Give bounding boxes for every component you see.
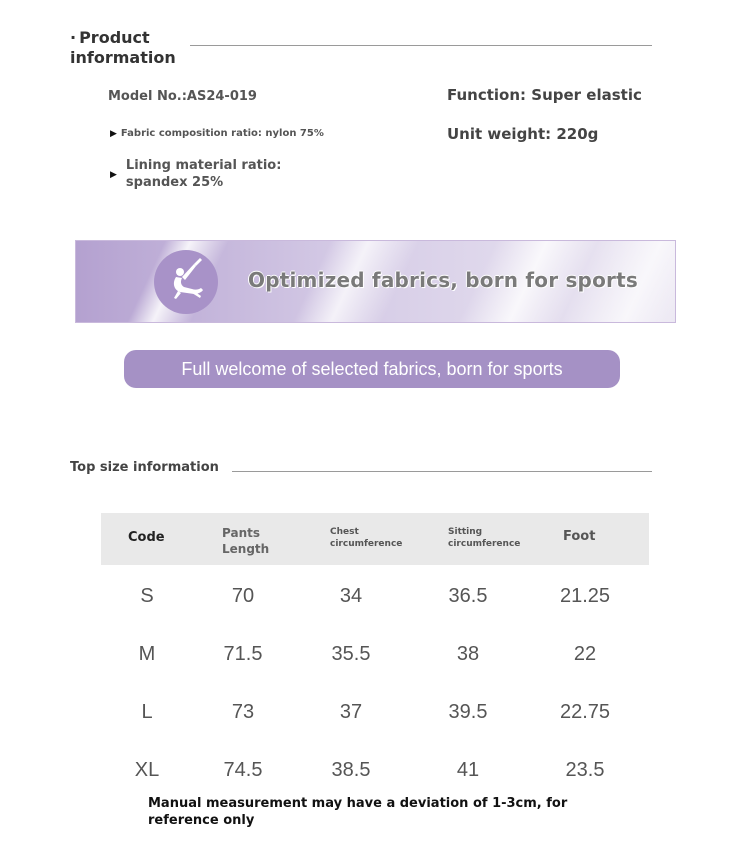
triangle-bullet-icon: ▶ bbox=[110, 129, 117, 139]
table-cell: 38.5 bbox=[331, 759, 371, 781]
header-foot: Foot bbox=[563, 529, 596, 544]
table-cell: M bbox=[138, 643, 156, 665]
table-cell: 41 bbox=[456, 759, 480, 781]
table-cell: 39.5 bbox=[448, 701, 488, 723]
header-code: Code bbox=[128, 530, 165, 545]
yoga-pose-icon bbox=[154, 250, 218, 314]
table-cell: 34 bbox=[339, 585, 363, 607]
table-cell: 38 bbox=[456, 643, 480, 665]
lining-line-1: Lining material ratio: bbox=[125, 158, 282, 173]
table-cell: 73 bbox=[231, 701, 255, 723]
triangle-bullet-icon: ▶ bbox=[110, 170, 117, 180]
weight-spec: Unit weight: 220g bbox=[447, 125, 599, 143]
fabric-composition bbox=[110, 128, 324, 139]
header-chest bbox=[330, 526, 402, 550]
table-cell: 74.5 bbox=[223, 759, 263, 781]
product-info-title bbox=[70, 28, 176, 68]
fabric-composition-text: Fabric composition ratio: nylon 75% bbox=[120, 128, 324, 139]
title-bullet: · bbox=[70, 28, 77, 47]
model-number: Model No.:AS24-019 bbox=[108, 89, 257, 104]
measurement-note: Manual measurement may have a deviation of 1-3cm, for reference only bbox=[148, 796, 568, 828]
table-cell: 23.5 bbox=[565, 759, 605, 781]
table-cell: XL bbox=[134, 759, 160, 781]
table-cell: 22.75 bbox=[559, 701, 611, 723]
product-info-rule bbox=[190, 45, 652, 46]
header-sitting bbox=[448, 526, 520, 550]
title-line-2: information bbox=[70, 48, 176, 67]
table-cell: 37 bbox=[339, 701, 363, 723]
selected-fabrics-pill: Full welcome of selected fabrics, born for sports bbox=[124, 350, 620, 388]
header-sitting-line-1: Sitting bbox=[448, 527, 483, 537]
header-pants-line-2: Length bbox=[222, 542, 270, 556]
function-spec: Function: Super elastic bbox=[447, 86, 642, 104]
table-cell: S bbox=[140, 585, 154, 607]
size-table-header bbox=[101, 513, 649, 565]
size-info-rule bbox=[232, 471, 652, 472]
title-line-1: Product bbox=[79, 28, 150, 47]
header-chest-line-2: circumference bbox=[330, 539, 403, 549]
size-info-title: Top size information bbox=[70, 460, 219, 475]
table-cell: L bbox=[141, 701, 153, 723]
table-cell: 70 bbox=[231, 585, 255, 607]
header-pants-line-1: Pants bbox=[222, 526, 260, 540]
banner-text: Optimized fabrics, born for sports bbox=[248, 268, 638, 292]
table-cell: 71.5 bbox=[223, 643, 263, 665]
table-cell: 36.5 bbox=[448, 585, 488, 607]
table-cell: 22 bbox=[573, 643, 597, 665]
header-sitting-line-2: circumference bbox=[448, 539, 521, 549]
lining-line-2: spandex 25% bbox=[125, 175, 224, 190]
header-chest-line-1: Chest bbox=[330, 527, 359, 537]
table-cell: 35.5 bbox=[331, 643, 371, 665]
table-cell: 21.25 bbox=[559, 585, 611, 607]
header-pants-length bbox=[222, 525, 292, 557]
fabric-banner bbox=[75, 240, 676, 323]
lining-ratio bbox=[110, 157, 310, 191]
